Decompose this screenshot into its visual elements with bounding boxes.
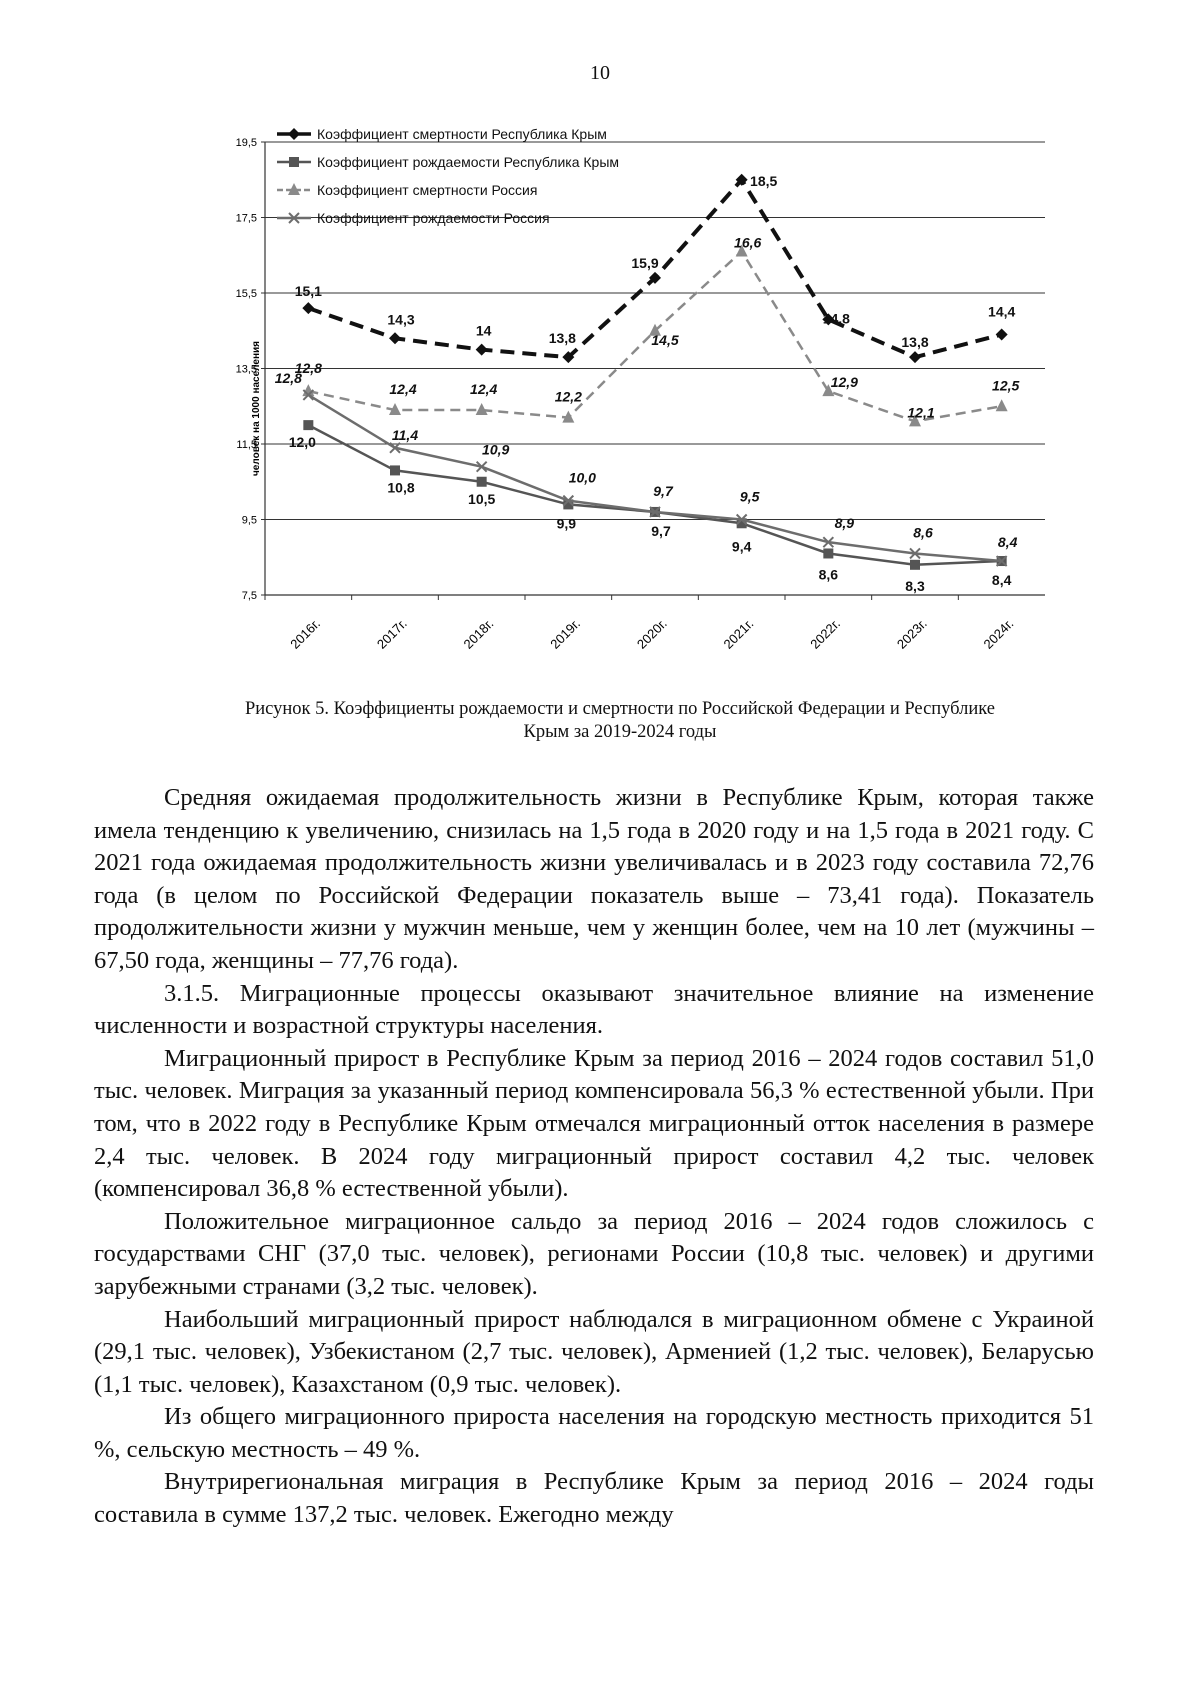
y-tick-label: 19,5 [235, 137, 257, 149]
legend-label: Коэффициент рождаемости Республика Крым [317, 154, 620, 170]
data-point [996, 399, 1008, 411]
data-label: 9,9 [556, 515, 577, 532]
paragraph: Внутрирегиональная миграция в Республике Крым за период 2016 – 2024 годы составила в сумме 137,2 тыс. человек. Ежегодно между [94, 1468, 1094, 1529]
x-tick-label: 2016г. [287, 615, 324, 652]
data-point [476, 344, 488, 356]
data-label: 12,0 [288, 434, 316, 451]
data-label: 8,3 [905, 577, 925, 594]
y-tick-label: 7,5 [241, 590, 257, 602]
line-chart [215, 122, 1065, 692]
data-label: 8,9 [834, 515, 855, 532]
data-point [910, 560, 920, 570]
data-point [909, 351, 921, 363]
data-label: 9,7 [653, 482, 673, 499]
data-label: 8,4 [997, 534, 1018, 551]
data-label: 10,8 [387, 479, 415, 496]
data-point [823, 548, 833, 558]
data-label: 18,5 [750, 172, 778, 189]
data-label: 13,8 [548, 330, 576, 347]
data-point [303, 420, 313, 430]
figure-caption-line-2: Крым за 2019-2024 годы [523, 722, 717, 742]
legend-marker [288, 128, 300, 140]
x-tick-label: 2023г. [893, 615, 930, 652]
legend-label: Коэффициент смертности Россия [317, 182, 538, 198]
data-label: 11,4 [391, 426, 419, 443]
x-tick-label: 2022г. [807, 615, 844, 652]
data-label: 8,6 [818, 566, 839, 583]
body-text [94, 782, 1094, 1532]
data-label: 12,9 [830, 374, 858, 391]
paragraph: Средняя ожидаемая продолжительность жизни в Республике Крым, которая также имела тенденцию к увеличению, снизилась на 1,5 года в 2020 году и на 1,5 года в 2021 году. С 2021 года ожидаемая продолжительность жизни увеличивалась и в 2023 году составила 72,76 года (в целом по Российской Федерации показатель выше – 73,41 года). Показатель продолжительности жизни у мужчин меньше, чем у женщин более, чем на 10 лет (мужчины – 67,50 года, женщины – 77,76 года). [94, 784, 1094, 974]
legend-label: Коэффициент смертности Республика Крым [317, 126, 607, 142]
y-tick-label: 13,5 [235, 363, 257, 376]
y-tick-label: 11,5 [236, 439, 257, 451]
legend-label: Коэффициент рождаемости Россия [317, 210, 550, 226]
data-label: 12,4 [389, 381, 417, 398]
data-label: 15,1 [294, 283, 322, 300]
data-label: 12,5 [992, 377, 1020, 394]
data-label: 15,9 [631, 254, 659, 271]
data-label: 12,8 [274, 369, 302, 386]
page-number: 10 [590, 62, 610, 84]
paragraph: Из общего миграционного прироста населения на городскую местность приходится 51 %, сельскую местность – 49 %. [94, 1403, 1094, 1463]
data-label: 14 [475, 322, 492, 339]
data-label: 12,4 [470, 381, 498, 398]
data-label: 14,4 [988, 303, 1016, 320]
data-label: 10,5 [468, 490, 496, 507]
x-tick-label: 2020г. [633, 615, 670, 652]
x-tick-label: 2018г. [460, 615, 497, 652]
data-label: 9,7 [651, 522, 671, 539]
data-point [476, 403, 488, 415]
data-label: 12,1 [907, 404, 935, 421]
data-label: 13,8 [901, 334, 929, 351]
paragraph: Наибольший миграционный прирост наблюдался в миграционном обмене с Украиной (29,1 тыс. человек), Узбекистаном (2,7 тыс. человек), Арменией (1,2 тыс. человек), Беларусью (1,1 тыс. человек), Казахстаном (0,9 тыс. человек). [94, 1305, 1094, 1398]
data-label: 12,2 [554, 388, 582, 405]
y-axis-label: человек на 1000 населения [251, 341, 262, 476]
paragraph: 3.1.5. Миграционные процессы оказывают значительное влияние на изменение численности и возрастной структуры населения. [94, 979, 1094, 1040]
data-point [302, 302, 314, 314]
figure-caption-line-1: Рисунок 5. Коэффициенты рождаемости и смертности по Российской Федерации и Республике [244, 699, 996, 719]
data-label: 12,8 [294, 360, 322, 377]
data-label: 10,0 [568, 469, 596, 486]
data-point [477, 477, 487, 487]
figure-caption [160, 698, 1080, 744]
data-label: 14,8 [822, 310, 850, 327]
data-label: 8,4 [991, 572, 1012, 589]
data-point [996, 329, 1008, 341]
data-label: 9,5 [739, 488, 760, 505]
data-label: 14,5 [651, 331, 679, 348]
x-tick-label: 2024г. [980, 615, 1017, 652]
paragraph: Положительное миграционное сальдо за период 2016 – 2024 годов сложилось с государствами СНГ (37,0 тыс. человек), регионами России (10,8 тыс. человек) и другими зарубежными странами (3,2 тыс. человек). [94, 1207, 1094, 1300]
x-tick-label: 2021г. [720, 615, 757, 652]
legend-marker [289, 157, 299, 167]
data-point [389, 332, 401, 344]
x-tick-label: 2019г. [547, 615, 584, 652]
paragraph: Миграционный прирост в Республике Крым за период 2016 – 2024 годов составил 51,0 тыс. человек. Миграция за указанный период компенсировала 56,3 % естественной убыли. При том, что в 2022 году в Республике Крым отмечался миграционный отток населения в размере 2,4 тыс. человек. В 2024 году миграционный прирост составил 4,2 тыс. человек (компенсировал 36,8 % естественной убыли). [94, 1044, 1094, 1203]
data-label: 14,3 [387, 311, 415, 328]
data-label: 8,6 [913, 524, 933, 541]
x-tick-label: 2017г. [373, 615, 410, 652]
data-label: 16,6 [734, 234, 762, 251]
y-tick-label: 15,5 [235, 288, 257, 300]
data-label: 9,4 [731, 538, 752, 555]
data-point [390, 465, 400, 475]
y-tick-label: 9,5 [241, 514, 257, 527]
y-tick-label: 17,5 [235, 212, 257, 225]
data-label: 10,9 [482, 441, 510, 458]
